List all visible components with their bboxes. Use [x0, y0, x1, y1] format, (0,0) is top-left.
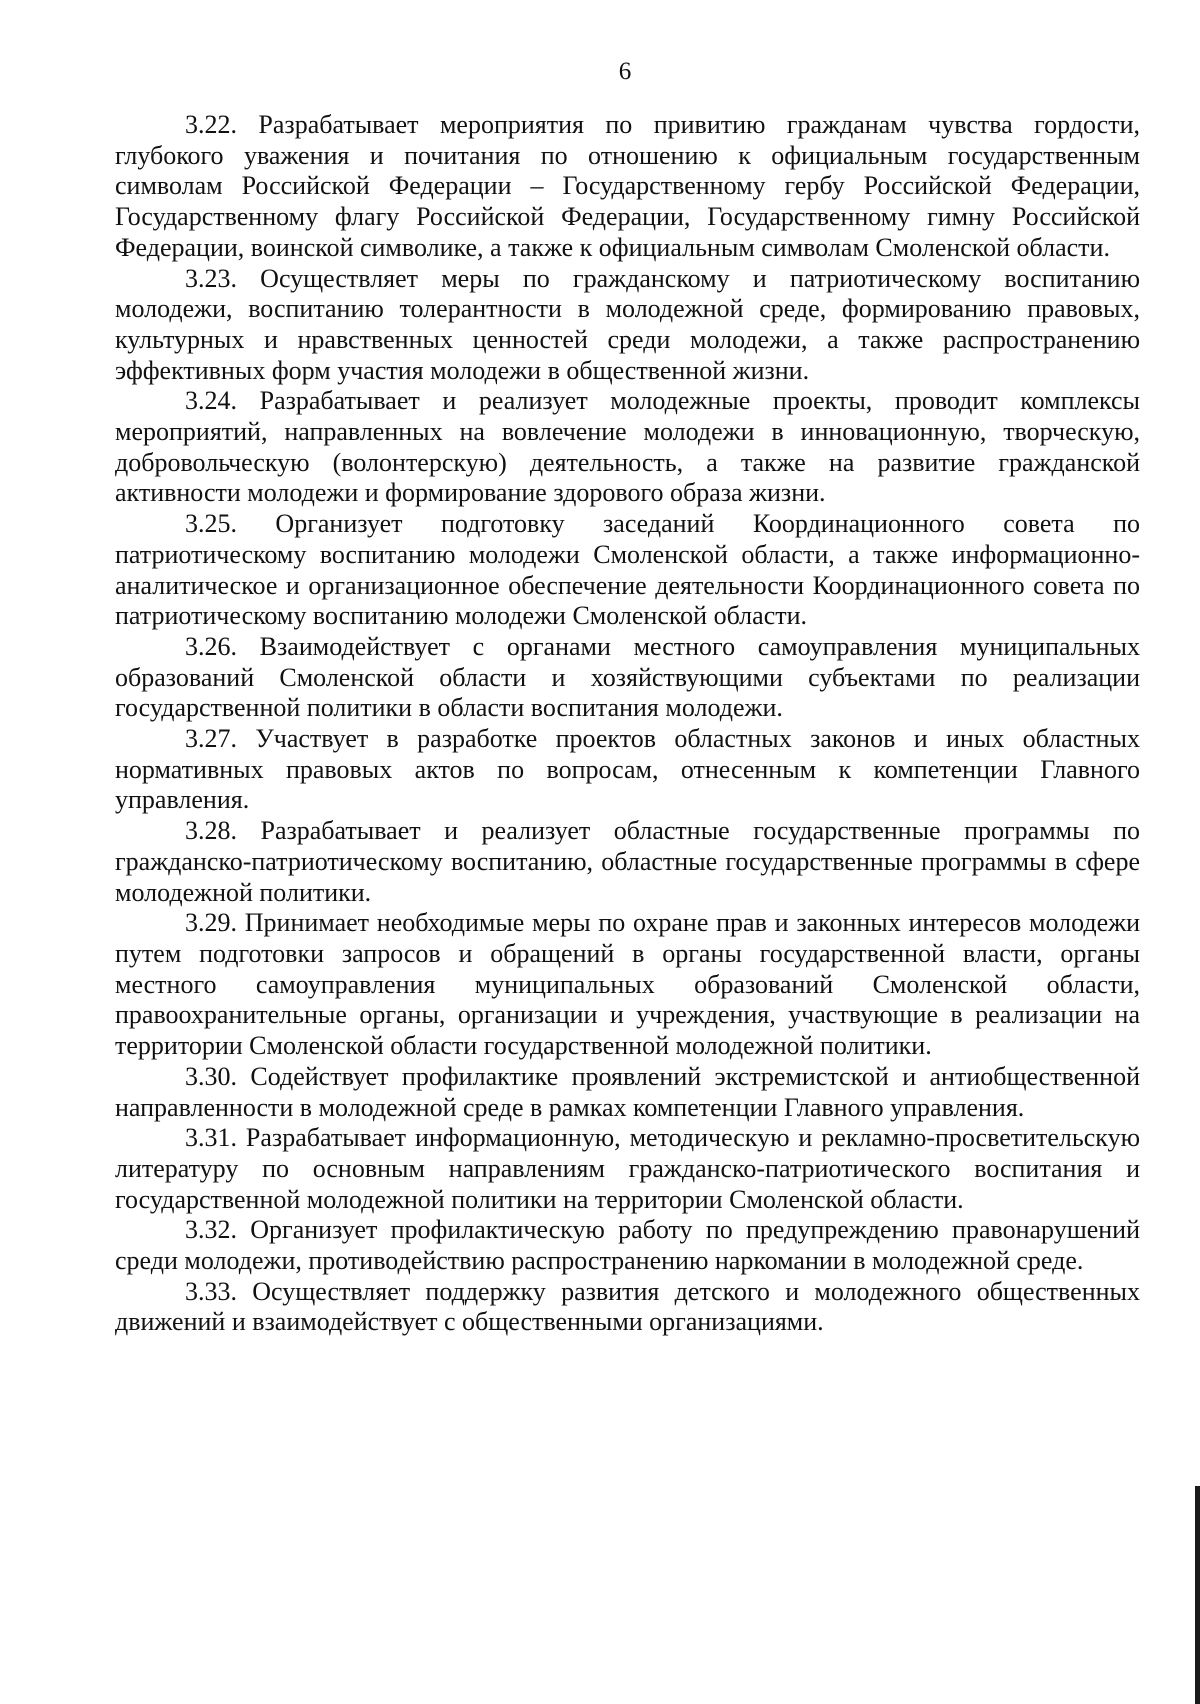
- paragraph-3-22: 3.22. Разрабатывает мероприятия по привитию гражданам чувства гордости, глубокого уважения и почитания по отношению к официальным государственным символам Российской Федерации – Государственному гербу Российской Федерации, Государственному флагу Российской Федерации, Государственному гимну Российской Федерации, воинской символике, а также к официальным символам Смоленской области.: [115, 110, 1140, 262]
- paragraph-3-24: 3.24. Разрабатывает и реализует молодежные проекты, проводит комплексы мероприятий, направленных на вовлечение молодежи в инновационную, творческую, добровольческую (волонтерскую) деятельность, а также на развитие гражданской активности молодежи и формирование здорового образа жизни.: [115, 386, 1140, 508]
- paragraph-3-31: 3.31. Разрабатывает информационную, методическую и рекламно-просветительскую литературу по основным направлениям гражданско-патриотического воспитания и государственной молодежной политики на территории Смоленской области.: [115, 1123, 1140, 1214]
- paragraph-3-23: 3.23. Осуществляет меры по гражданскому и патриотическому воспитанию молодежи, воспитанию толерантности в молодежной среде, формированию правовых, культурных и нравственных ценностей среди молодежи, а также распространению эффективных форм участия молодежи в общественной жизни.: [115, 263, 1140, 385]
- paragraph-3-25: 3.25. Организует подготовку заседаний Координационного совета по патриотическому воспитанию молодежи Смоленской области, а также информационно-аналитическое и организационное обеспечение деятельности Координационного совета по патриотическому воспитанию молодежи Смоленской области.: [115, 509, 1140, 631]
- paragraph-3-33: 3.33. Осуществляет поддержку развития детского и молодежного общественных движений и взаимодействует с общественными организациями.: [115, 1276, 1140, 1337]
- paragraph-3-30: 3.30. Содействует профилактике проявлений экстремистской и антиобщественной направленности в молодежной среде в рамках компетенции Главного управления.: [115, 1061, 1140, 1122]
- scan-edge-line: [1195, 1486, 1200, 1704]
- document-body: [115, 110, 1140, 1338]
- paragraph-3-28: 3.28. Разрабатывает и реализует областные государственные программы по гражданско-патриотическому воспитанию, областные государственные программы в сфере молодежной политики.: [115, 816, 1140, 907]
- paragraph-3-29: 3.29. Принимает необходимые меры по охране прав и законных интересов молодежи путем подготовки запросов и обращений в органы государственной власти, органы местного самоуправления муниципальных образований Смоленской области, правоохранительные органы, организации и учреждения, участвующие в реализации на территории Смоленской области государственной молодежной политики.: [115, 908, 1140, 1061]
- paragraph-3-27: 3.27. Участвует в разработке проектов областных законов и иных областных нормативных правовых актов по вопросам, отнесенным к компетенции Главного управления.: [115, 724, 1140, 815]
- page-number: 6: [618, 58, 632, 85]
- paragraph-3-32: 3.32. Организует профилактическую работу по предупреждению правонарушений среди молодежи, противодействию распространению наркомании в молодежной среде.: [115, 1215, 1140, 1276]
- paragraph-3-26: 3.26. Взаимодействует с органами местного самоуправления муниципальных образований Смоленской области и хозяйствующими субъектами по реализации государственной политики в области воспитания молодежи.: [115, 631, 1140, 723]
